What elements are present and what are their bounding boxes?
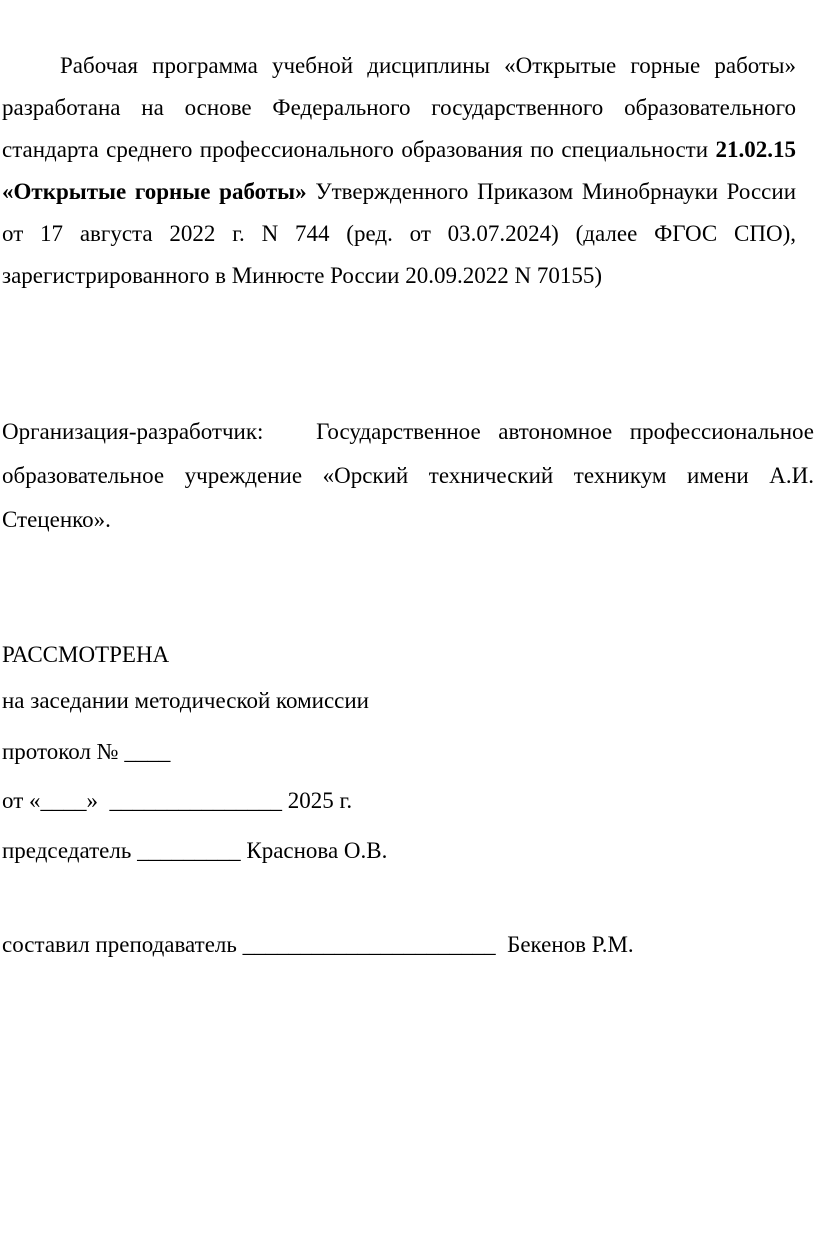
approval-date: от «____» _______________ 2025 г. — [2, 788, 353, 813]
intro-text-part2: Утвержденного Приказом Минобрнауки России от 17 августа 2022 г. N 744 (ред. от 03.07.2024) (далее ФГОС СПО), зарегистрированного в Минюсте России 20.09.2022 N 70155) — [2, 179, 796, 288]
approval-chair: председатель _________ Краснова О.В. — [2, 838, 388, 863]
compiler-line: составил преподаватель ______________________ Бекенов Р.М. — [2, 932, 634, 957]
approval-meeting: на заседании методической комиссии — [2, 688, 369, 713]
intro-text-part1: Рабочая программа учебной дисциплины «Открытые горные работы» разработана на основе Федерального государственного образовательного стандарта среднего профессионального образования по специальности — [2, 53, 796, 162]
organization-text: Государственное автономное профессиональное образовательное учреждение «Орский технический техникум имени А.И. Стеценко». — [2, 419, 814, 532]
intro-paragraph — [2, 45, 796, 297]
specialty-code-title: 21.02.15 «Открытые горные работы» — [2, 137, 796, 204]
organization-label: Организация-разработчик: — [2, 419, 264, 444]
approval-protocol: протокол № ____ — [2, 739, 171, 764]
approval-heading: РАССМОТРЕНА — [2, 642, 170, 667]
organization-paragraph — [2, 410, 814, 542]
